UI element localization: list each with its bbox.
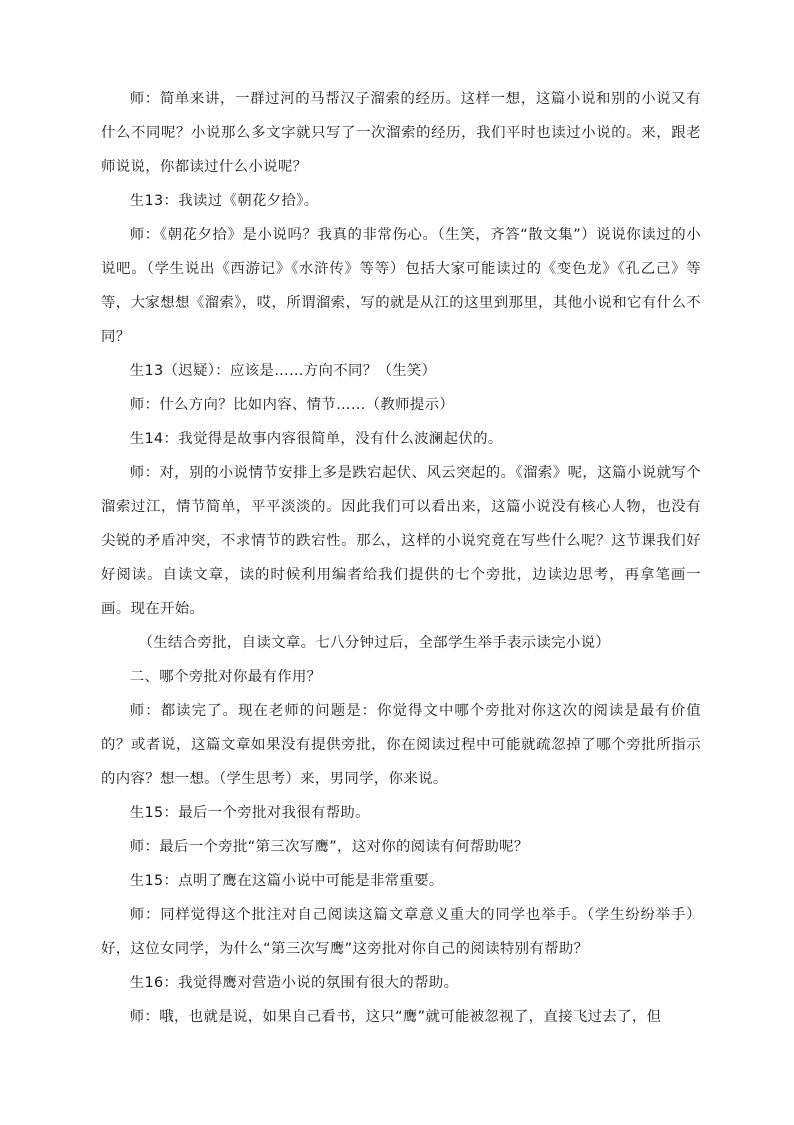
paragraph-teacher-annotation-question: 师：都读完了。现在老师的问题是：你觉得文中哪个旁批对你这次的阅读是最有价值的？或者说，这篇文章如果没有提供旁批，你在阅读过程中可能就疏忽掉了哪个旁批所指示的内容？想一想。（学生思考）来，男同学，你来说。 — [101, 703, 701, 787]
paragraph-teacher-reading-instruction: 师：对，别的小说情节安排上多是跌宕起伏、风云突起的。《溜索》呢，这篇小说就写个溜索过江，情节简单，平平淡淡的。因此我们可以看出来，这篇小说没有核心人物，也没有尖锐的矛盾冲突，不求情节的跌宕性。那么，这样的小说究竟在写些什么呢？这节课我们好好阅读。自读文章，读的时候利用编者给我们提供的七个旁批，边读边思考，再拿笔画一画。现在开始。 — [101, 465, 701, 617]
paragraph-teacher-eagle-ignored: 师：哦，也就是说，如果自己看书，这只“鹰”就可能被忽视了，直接飞过去了，但 — [129, 1009, 662, 1025]
paragraph-teacher-eagle-question: 师：最后一个旁批“第三次写鹰”，这对你的阅读有何帮助呢？ — [129, 839, 529, 855]
paragraph-student-13-hesitant: 生13（迟疑）：应该是……方向不同？（生笑） — [129, 363, 437, 379]
paragraph-teacher-hands-up: 师：同样觉得这个批注对自己阅读这篇文章意义重大的同学也举手。（学生纷纷举手）好，这位女同学，为什么“第三次写鹰”这旁批对你自己的阅读特别有帮助？ — [101, 907, 701, 957]
paragraph-student-15-eagle: 生15：点明了鹰在这篇小说中可能是非常重要。 — [129, 873, 444, 889]
section-heading-2: 二、哪个旁批对你最有作用？ — [129, 669, 322, 685]
paragraph-student-16-answer: 生16：我觉得鹰对营造小说的氛围有很大的帮助。 — [129, 975, 459, 991]
paragraph-stage-direction: （生结合旁批，自读文章。七八分钟过后，全部学生举手表示读完小说） — [138, 635, 611, 651]
paragraph-student-15-answer: 生15：最后一个旁批对我很有帮助。 — [129, 805, 370, 821]
paragraph-student-14-answer: 生14：我觉得是故事内容很简单，没有什么波澜起伏的。 — [129, 431, 503, 447]
document-body — [101, 82, 701, 1034]
paragraph-teacher-prompt: 师：什么方向？比如内容、情节……（教师提示） — [129, 397, 455, 413]
paragraph-student-13-answer: 生13：我读过《朝花夕拾》。 — [129, 193, 319, 209]
paragraph-teacher-novel-question: 师：《朝花夕拾》是小说吗？我真的非常伤心。（生笑，齐答“散文集”）说说你读过的小说吧。（学生说出《西游记》《水浒传》等等）包括大家可能读过的《变色龙》《孔乙己》等等，大家想想《溜索》，哎，所谓溜索，写的就是从江的这里到那里，其他小说和它有什么不同？ — [101, 227, 701, 345]
paragraph-teacher-intro: 师：简单来讲，一群过河的马帮汉子溜索的经历。这样一想，这篇小说和别的小说又有什么不同呢？小说那么多文字就只写了一次溜索的经历，我们平时也读过小说的。来，跟老师说说，你都读过什么小说呢？ — [101, 91, 701, 175]
